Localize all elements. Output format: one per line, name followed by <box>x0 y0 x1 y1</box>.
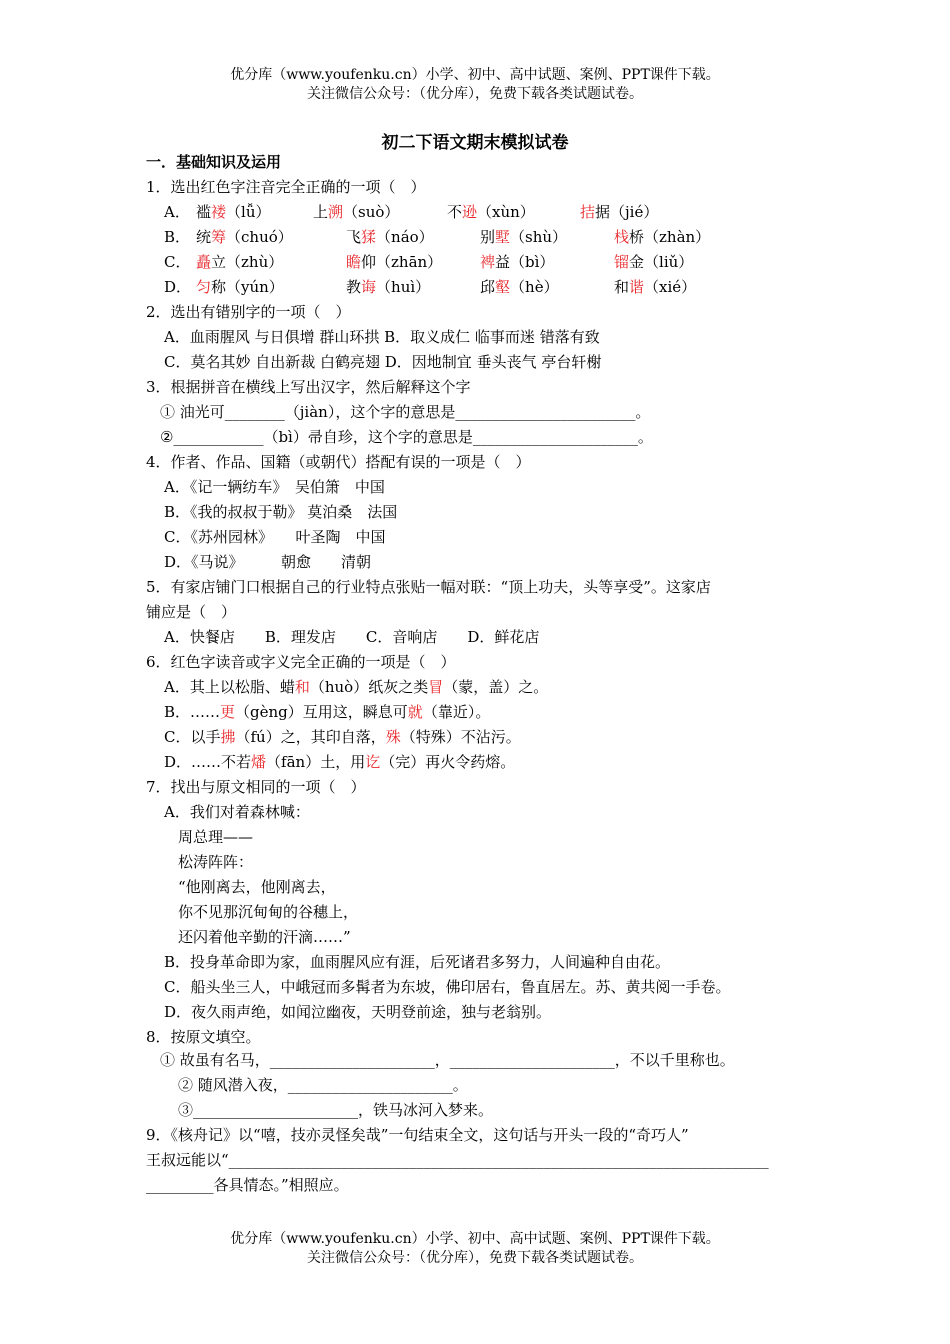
q7-stem: 7．找出与原文相同的一项（ ） <box>146 778 366 796</box>
q1-option-a-item: 拮据（jié） <box>580 203 659 221</box>
q8-stem: 8．按原文填空。 <box>146 1028 261 1046</box>
q1-stem: 1．选出红色字注音完全正确的一项（ ） <box>146 178 426 196</box>
page-header <box>0 66 950 104</box>
q1-option-a-label: A． <box>164 203 190 221</box>
q2-options-ab: A．血雨腥风 与日俱增 群山环拱 B．取义成仁 临事而迷 错落有致 <box>164 328 600 346</box>
q7-option-b: B．投身革命即为家，血雨腥风应有涯，后死诸君多努力，人间遍种自由花。 <box>164 953 671 971</box>
q6-stem: 6．红色字读音或字义完全正确的一项是（ ） <box>146 653 456 671</box>
q1-option-a-item: 上溯（suò） <box>313 203 400 221</box>
q7-option-d: D．夜久雨声绝，如闻泣幽夜，天明登前途，独与老翁别。 <box>164 1003 552 1021</box>
header-line-2: 关注微信公众号：（优分库），免费下载各类试题试卷。 <box>307 86 643 102</box>
section-heading: 一．基础知识及运用 <box>146 153 282 171</box>
q7-option-a: A．我们对着森林喊： <box>164 803 310 821</box>
q1-option-b-label: B． <box>164 228 191 246</box>
q5-options: A．快餐店 B．理发店 C．音响店 D．鲜花店 <box>164 628 540 646</box>
q6-option-b: B．……更（gèng）互用这，瞬息可就（靠近）。 <box>164 703 491 721</box>
q1-option-c-item: 瞻仰（zhān） <box>346 253 443 271</box>
q8-blank-3: ③______________________，铁马冰河入梦来。 <box>178 1101 494 1119</box>
q8-blank-1: ① 故虽有名马，______________________，______________________，不以千里称也。 <box>160 1051 735 1069</box>
q4-option-b: B．《我的叔叔于勒》 莫泊桑 法国 <box>164 503 398 521</box>
q4-option-d: D．《马说》 朝愈 清朝 <box>164 553 372 571</box>
q9-blank-line: 王叔远能以“________________________________________________________________________ <box>146 1151 769 1169</box>
q1-option-d-item: 和谐（xié） <box>614 278 697 296</box>
q1-option-b-item: 栈桥（zhàn） <box>614 228 711 246</box>
q7-poem-line: “他刚离去，他刚离去， <box>178 878 336 896</box>
q6-option-a: A．其上以松脂、蜡和（huò）纸灰之类冒（蒙，盖）之。 <box>164 678 549 696</box>
q4-option-a: A．《记一辆纺车》 吴伯箫 中国 <box>164 478 385 496</box>
footer-line-2: 关注微信公众号：（优分库），免费下载各类试题试卷。 <box>307 1250 643 1266</box>
q8-blank-2: ② 随风潜入夜，______________________。 <box>178 1076 468 1094</box>
q1-option-c-label: C． <box>164 253 191 271</box>
q3-blank-1: ① 油光可________（jiàn），这个字的意思是________________________。 <box>160 403 651 421</box>
q7-poem-line: 还闪着他辛勤的汗滴……” <box>178 928 351 946</box>
q1-option-b-item: 飞猱（náo） <box>346 228 434 246</box>
q6-option-d: D．……不若燔（fān）土，用讫（完）再火令药熔。 <box>164 753 516 771</box>
q1-option-b-item: 别墅（shù） <box>480 228 568 246</box>
q1-option-d-item: 匀称（yún） <box>196 278 284 296</box>
q2-stem: 2．选出有错别字的一项（ ） <box>146 303 351 321</box>
q3-stem: 3．根据拼音在横线上写出汉字，然后解释这个字 <box>146 378 471 396</box>
page-footer <box>0 1230 950 1268</box>
q1-option-c-item: 裨益（bì） <box>480 253 555 271</box>
q7-poem-line: 周总理—— <box>178 828 254 846</box>
q1-option-d-item: 邱壑（hè） <box>480 278 559 296</box>
q1-option-b-item: 统筹（chuó） <box>196 228 293 246</box>
q7-option-c: C．船头坐三人，中峨冠而多髯者为东坡，佛印居右，鲁直居左。苏、黄共阅一手卷。 <box>164 978 731 996</box>
q5-stem: 5．有家店铺门口根据自己的行业特点张贴一幅对联：“顶上功夫，头等享受”。这家店 <box>146 578 711 596</box>
document-title: 初二下语文期末模拟试卷 <box>381 133 569 153</box>
q9-stem: 9．《核舟记》以“嘻，技亦灵怪矣哉”一句结束全文，这句话与开头一段的“奇巧人” <box>146 1126 689 1144</box>
header-line-1: 优分库（www.youfenku.cn）小学、初中、高中试题、案例、PPT课件下载。 <box>230 67 720 83</box>
q2-options-cd: C．莫名其妙 自出新裁 白鹤亮翅 D．因地制宜 垂头丧气 亭台轩榭 <box>164 353 602 371</box>
q9-blank-line-end: _________各具情态。”相照应。 <box>146 1176 349 1194</box>
q4-stem: 4．作者、作品、国籍（或朝代）搭配有误的一项是（ ） <box>146 453 531 471</box>
q1-option-a-item: 不逊（xùn） <box>447 203 535 221</box>
q4-option-c: C．《苏州园林》 叶圣陶 中国 <box>164 528 386 546</box>
q1-option-a-item: 褴褛（lǚ） <box>196 203 271 221</box>
q7-poem-line: 松涛阵阵： <box>178 853 254 871</box>
q6-option-c: C．以手拂（fú）之，其印自落，殊（特殊）不沾污。 <box>164 728 521 746</box>
q1-option-c-item: 镏金（liǔ） <box>614 253 694 271</box>
q1-option-d-label: D． <box>164 278 192 296</box>
q3-blank-2: ②____________（bì）帚自珍，这个字的意思是______________________。 <box>160 428 653 446</box>
q1-option-d-item: 教诲（huì） <box>346 278 431 296</box>
q1-option-c-item: 矗立（zhù） <box>196 253 284 271</box>
q5-stem-continued: 铺应是（ ） <box>146 603 237 621</box>
q7-poem-line: 你不见那沉甸甸的谷穗上， <box>178 903 359 921</box>
footer-line-1: 优分库（www.youfenku.cn）小学、初中、高中试题、案例、PPT课件下载。 <box>230 1231 720 1247</box>
